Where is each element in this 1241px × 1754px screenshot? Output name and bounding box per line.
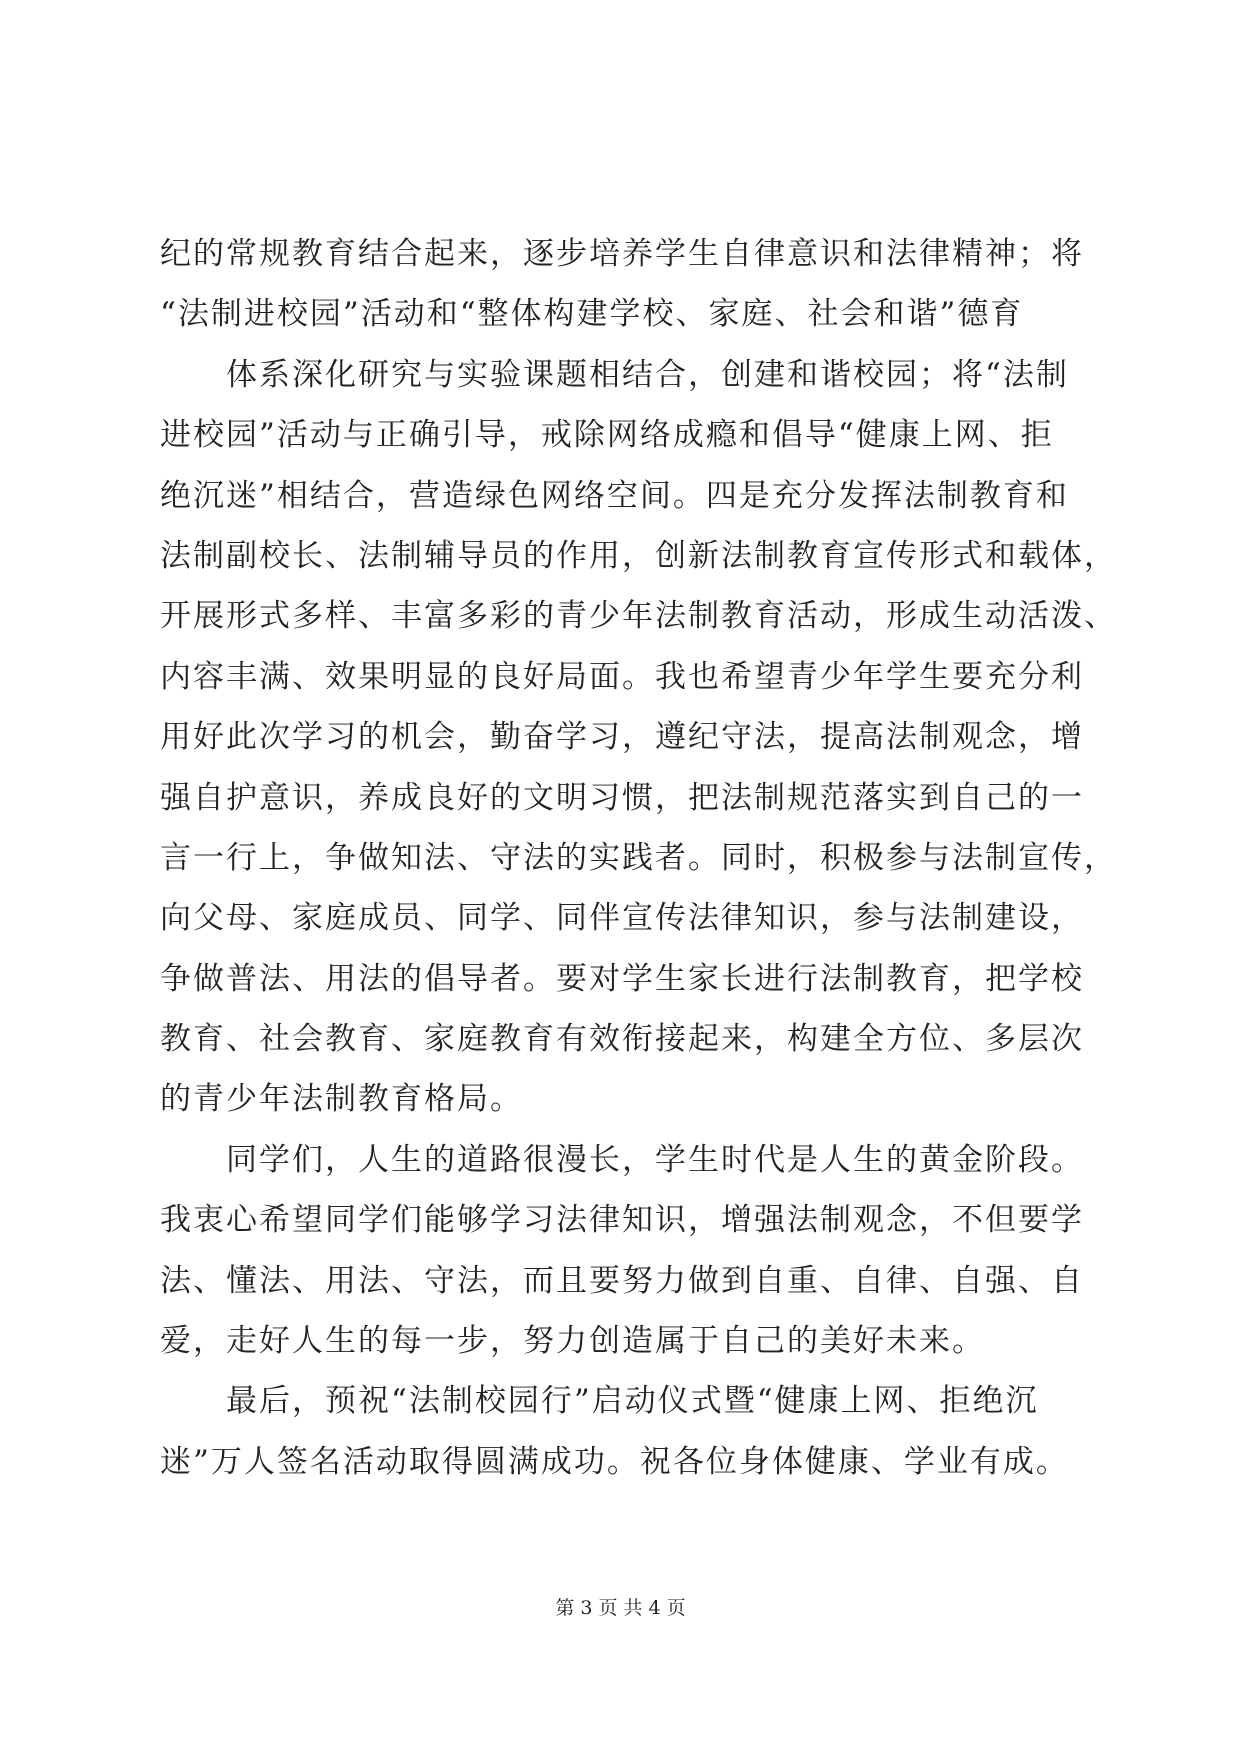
text-line: 向父母、家庭成员、同学、同伴宣传法律知识，参与法制建设， (160, 900, 1084, 937)
text-line: 法、懂法、用法、守法，而且要努力做到自重、自律、自强、自 (160, 1262, 1084, 1299)
text-line: 进校园”活动与正确引导，戒除网络成瘾和倡导“健康上网、拒 (160, 417, 1054, 454)
text-line: 纪的常规教育结合起来，逐步培养学生自律意识和法律精神；将 (160, 236, 1084, 272)
text-line: 体系深化研究与实验课题相结合，创建和谐校园；将“法制 (226, 356, 1069, 393)
text-line: 用好此次学习的机会，勤奋学习，遵纪守法，提高法制观念，增 (160, 719, 1084, 756)
text-line: 争做普法、用法的倡导者。要对学生家长进行法制教育，把学校 (160, 960, 1084, 997)
text-line: 我衷心希望同学们能够学习法律知识，增强法制观念，不但要学 (160, 1202, 1084, 1239)
text-line: 教育、社会教育、家庭教育有效衔接起来，构建全方位、多层次 (160, 1021, 1084, 1058)
text-line: “法制进校园”活动和“整体构建学校、家庭、社会和谐”德育 (160, 296, 1024, 333)
text-line: 的青少年法制教育格局。 (160, 1081, 523, 1118)
text-line: 言一行上，争做知法、守法的实践者。同时，积极参与法制宣传， (160, 839, 1117, 876)
text-line: 最后，预祝“法制校园行”启动仪式暨“健康上网、拒绝沉 (226, 1383, 1039, 1420)
text-line: 绝沉迷”相结合，营造绿色网络空间。四是充分发挥法制教育和 (160, 477, 1069, 514)
text-line: 同学们，人生的道路很漫长，学生时代是人生的黄金阶段。 (226, 1141, 1084, 1178)
text-line: 迷”万人签名活动取得圆满成功。祝各位身体健康、学业有成。 (160, 1443, 1069, 1480)
page-number-footer: 第 3 页 共 4 页 (555, 1597, 686, 1619)
text-line: 内容丰满、效果明显的良好局面。我也希望青少年学生要充分利 (160, 658, 1084, 695)
text-line: 爱，走好人生的每一步，努力创造属于自己的美好未来。 (160, 1323, 985, 1360)
text-line: 强自护意识，养成良好的文明习惯，把法制规范落实到自己的一 (160, 779, 1084, 816)
text-line: 开展形式多样、丰富多彩的青少年法制教育活动，形成生动活泼、 (160, 598, 1117, 635)
body-text (160, 224, 1117, 1492)
text-line: 法制副校长、法制辅导员的作用，创新法制教育宣传形式和载体， (160, 537, 1117, 574)
